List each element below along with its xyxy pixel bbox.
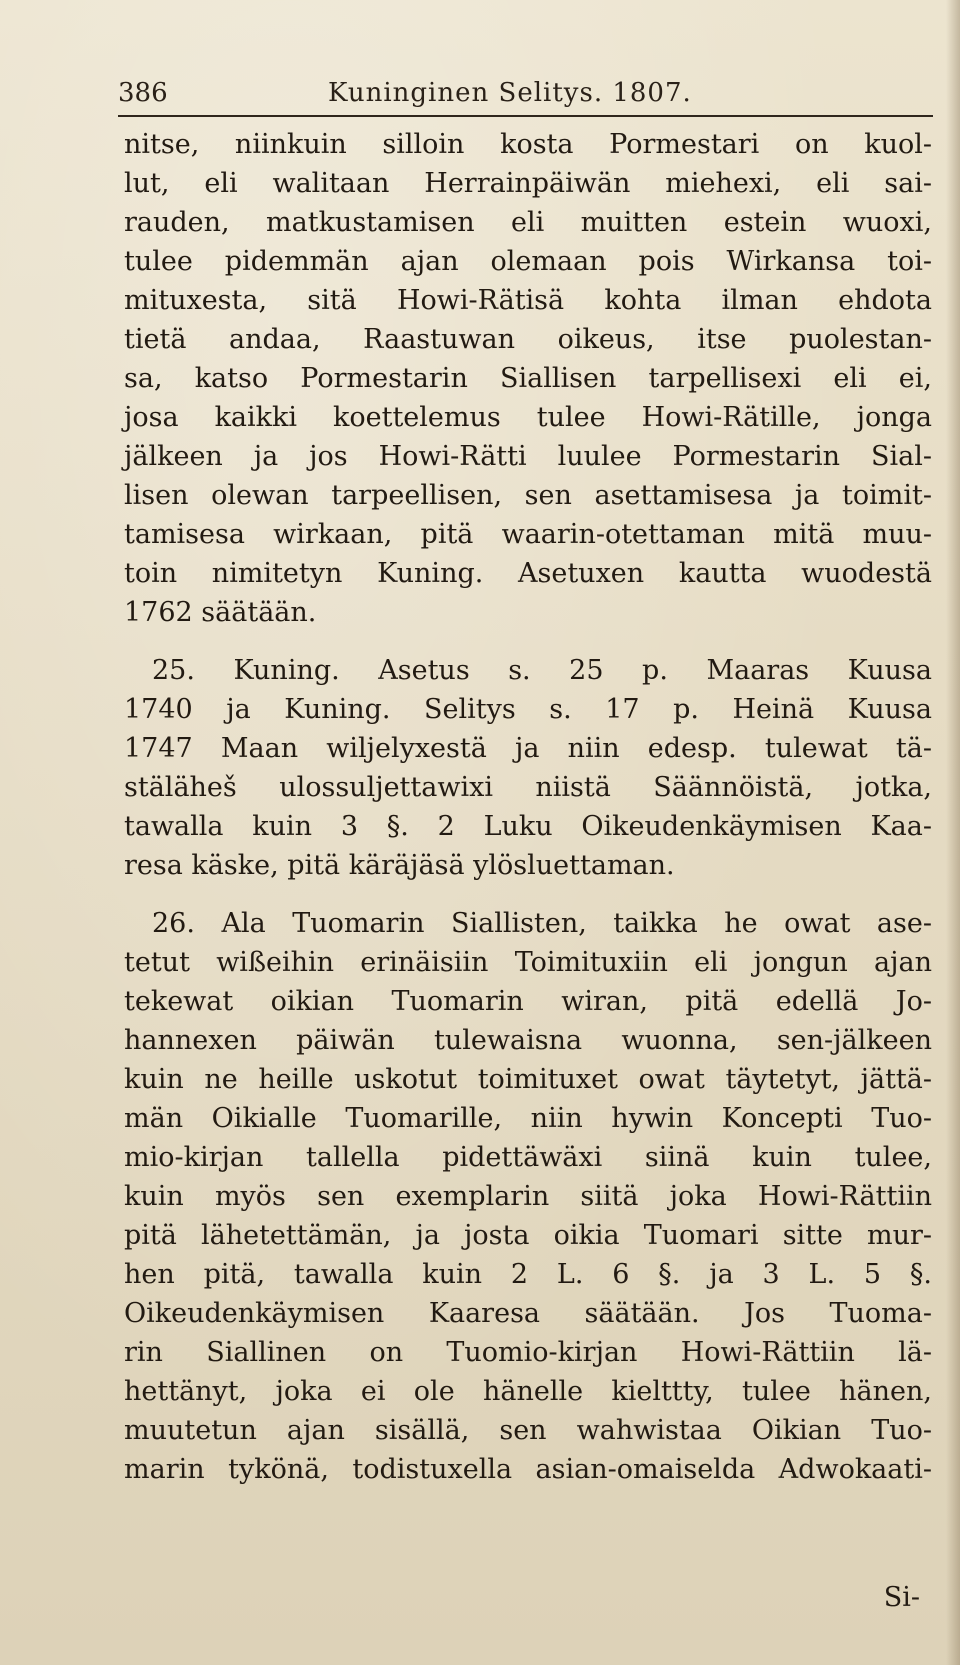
text-line: hannexen päiwän tulewaisna wuonna, sen‑jälkeen <box>124 1025 932 1056</box>
text-line: tetut wißeihin erinäisiin Toimituxiin eli jongun ajan <box>124 947 932 978</box>
text-line: mituxesta, sitä Howi‑Rätisä kohta ilman ehdota <box>124 285 932 316</box>
text-line: jälkeen ja jos Howi‑Rätti luulee Pormestarin Sial‑ <box>124 441 932 472</box>
text-line: tietä andaa, Raastuwan oikeus, itse puolestan‑ <box>124 324 932 355</box>
text-line: tawalla kuin 3 §. 2 Luku Oikeudenkäymisen Kaa‑ <box>124 811 932 842</box>
text-line: stäläheš ulossuljettawixi niistä Säännöistä, jotka, <box>124 772 932 803</box>
page-number: 386 <box>118 78 168 108</box>
text-line: lut, eli walitaan Herrainpäiwän miehexi, eli sai‑ <box>124 168 932 199</box>
text-line: nitse, niinkuin silloin kosta Pormestari on kuol‑ <box>124 129 932 160</box>
text-line: toin nimitetyn Kuning. Asetuxen kautta wuodestä <box>124 558 932 589</box>
text-line: josa kaikki koettelemus tulee Howi‑Rätille, jonga <box>124 402 932 433</box>
text-line: lisen olewan tarpeellisen, sen asettamisesa ja toimit‑ <box>124 480 932 511</box>
page-header <box>118 78 898 118</box>
text-line: rin Siallinen on Tuomio‑kirjan Howi‑Rättiin lä‑ <box>124 1337 932 1368</box>
paragraph-2 <box>124 651 932 885</box>
text-line: mio‑kirjan tallella pidettäwäxi siinä kuin tulee, <box>124 1142 932 1173</box>
text-line: marin tykönä, todistuxella asian‑omaiselda Adwokaati‑ <box>124 1454 932 1485</box>
paragraph-gap <box>124 885 932 904</box>
text-line: 25. Kuning. Asetus s. 25 p. Maaras Kuusa <box>152 655 932 686</box>
text-line: kuin myös sen exemplarin siitä joka Howi‑Rättiin <box>124 1181 932 1212</box>
text-line: Oikeudenkäymisen Kaaresa säätään. Jos Tuoma‑ <box>124 1298 932 1329</box>
catchword: Si‑ <box>883 1582 920 1613</box>
text-line: tekewat oikian Tuomarin wiran, pitä edellä Jo‑ <box>124 986 932 1017</box>
text-line: 1762 säätään. <box>124 597 317 628</box>
running-title: Kuninginen Selitys. 1807. <box>328 78 692 108</box>
paragraph-gap <box>124 632 932 651</box>
text-line: 26. Ala Tuomarin Siallisten, taikka he owat ase‑ <box>152 908 932 939</box>
text-line: hen pitä, tawalla kuin 2 L. 6 §. ja 3 L. 5 §. <box>124 1259 932 1290</box>
text-line: resa käske, pitä käräjäsä ylösluettaman. <box>124 850 675 881</box>
body-text <box>124 125 932 1489</box>
text-line: tulee pidemmän ajan olemaan pois Wirkansa toi‑ <box>124 246 932 277</box>
text-line: 1740 ja Kuning. Selitys s. 17 p. Heinä Kuusa <box>124 694 932 725</box>
text-line: 1747 Maan wiljelyxestä ja niin edesp. tulewat tä‑ <box>124 733 932 764</box>
text-line: kuin ne heille uskotut toimituxet owat täytetyt, jättä‑ <box>124 1064 932 1095</box>
text-line: män Oikialle Tuomarille, niin hywin Koncepti Tuo‑ <box>124 1103 932 1134</box>
header-rule <box>118 115 933 117</box>
text-line: muutetun ajan sisällä, sen wahwistaa Oikian Tuo‑ <box>124 1415 932 1446</box>
text-line: sa, katso Pormestarin Siallisen tarpellisexi eli ei, <box>124 363 932 394</box>
text-line: pitä lähetettämän, ja josta oikia Tuomari sitte mur‑ <box>124 1220 932 1251</box>
text-line: tamisesa wirkaan, pitä waarin‑otettaman mitä muu‑ <box>124 519 932 550</box>
text-line: hettänyt, joka ei ole hänelle kielttty, tulee hänen, <box>124 1376 932 1407</box>
paragraph-1 <box>124 125 932 632</box>
paragraph-3 <box>124 904 932 1489</box>
text-line: rauden, matkustamisen eli muitten estein wuoxi, <box>124 207 932 238</box>
